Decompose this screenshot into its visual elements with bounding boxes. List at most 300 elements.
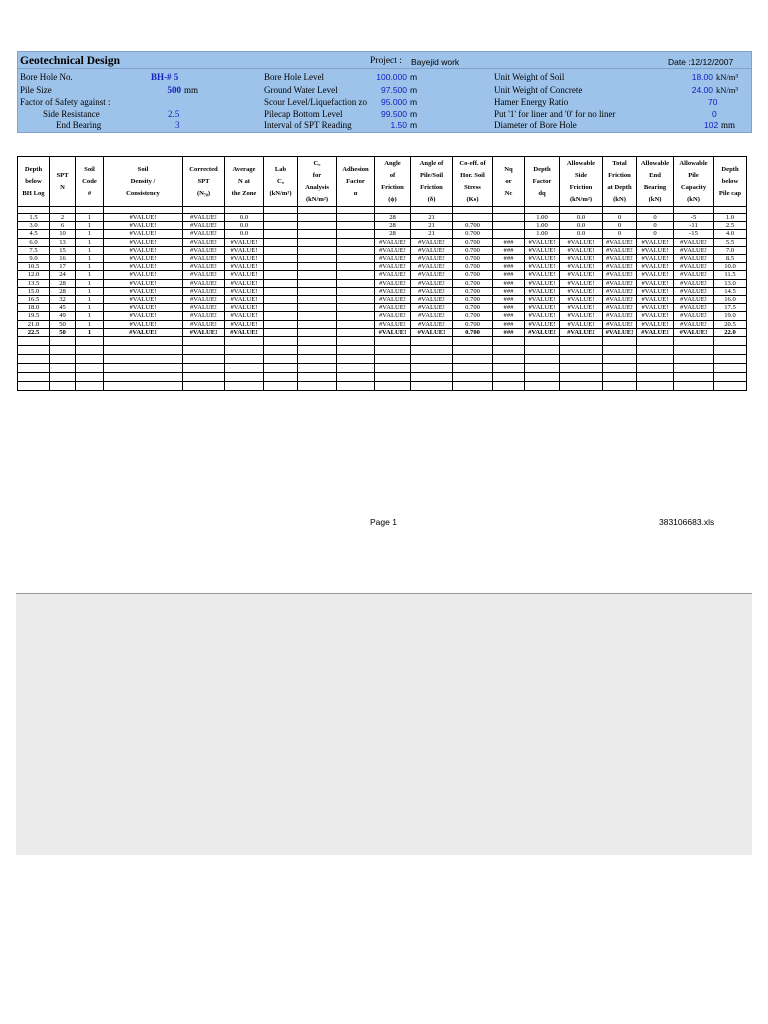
cell-average-n[interactable]: #VALUE! [225, 263, 264, 271]
cell-corrected-spt[interactable]: #VALUE! [183, 320, 225, 328]
cell-soil-density[interactable]: #VALUE! [104, 255, 183, 263]
cell-angle-friction[interactable]: #VALUE! [375, 271, 411, 279]
cell-depth-factor[interactable]: 1.00 [525, 222, 560, 230]
cell-allowable-end-bearing[interactable]: #VALUE! [637, 271, 674, 279]
cell-soil-density[interactable]: #VALUE! [104, 312, 183, 320]
cell-angle-pile-soil[interactable]: 21 [411, 222, 453, 230]
cell-spt-n[interactable]: 28 [50, 287, 76, 295]
cell-adhesion-factor[interactable] [337, 263, 375, 271]
cell-depth-factor[interactable]: #VALUE! [525, 246, 560, 254]
empty-cell[interactable] [493, 355, 525, 364]
cell-allowable-pile-capacity[interactable]: #VALUE! [674, 304, 714, 312]
cell-angle-pile-soil[interactable]: #VALUE! [411, 246, 453, 254]
cell-angle-pile-soil[interactable]: 21 [411, 214, 453, 222]
cell-total-friction[interactable]: #VALUE! [603, 263, 637, 271]
empty-cell[interactable] [560, 337, 603, 346]
cell-depth-factor[interactable]: #VALUE! [525, 263, 560, 271]
cell-corrected-spt[interactable]: #VALUE! [183, 230, 225, 238]
cell-cu-analysis[interactable] [298, 214, 337, 222]
cell-depth-below-bh[interactable]: 10.5 [18, 263, 50, 271]
cell-depth-factor[interactable]: 1.00 [525, 214, 560, 222]
empty-cell[interactable] [560, 373, 603, 382]
cell-nq-nc[interactable] [493, 214, 525, 222]
cell-allowable-side-friction[interactable]: 0.0 [560, 222, 603, 230]
cell-soil-code[interactable]: 1 [76, 230, 104, 238]
cell-allowable-side-friction[interactable]: #VALUE! [560, 279, 603, 287]
cell-allowable-pile-capacity[interactable]: -5 [674, 214, 714, 222]
empty-cell[interactable] [603, 355, 637, 364]
cell-spt-n[interactable]: 13 [50, 238, 76, 246]
cell-spt-n[interactable]: 28 [50, 279, 76, 287]
cell-total-friction[interactable]: #VALUE! [603, 246, 637, 254]
empty-cell[interactable] [714, 337, 747, 346]
cell-ks-coeff[interactable]: 0.700 [453, 304, 493, 312]
empty-cell[interactable] [264, 355, 298, 364]
cell-adhesion-factor[interactable] [337, 214, 375, 222]
cell-ks-coeff[interactable]: 0.700 [453, 238, 493, 246]
cell-angle-friction[interactable]: #VALUE! [375, 263, 411, 271]
empty-cell[interactable] [104, 346, 183, 355]
cell-lab-cu[interactable] [264, 271, 298, 279]
cell-allowable-side-friction[interactable]: #VALUE! [560, 255, 603, 263]
cell-depth-factor[interactable]: #VALUE! [525, 255, 560, 263]
cell-depth-below-pile-cap[interactable]: 14.5 [714, 287, 747, 295]
cell-soil-code[interactable]: 1 [76, 238, 104, 246]
cell-angle-friction[interactable]: 28 [375, 214, 411, 222]
cell-soil-code[interactable]: 1 [76, 255, 104, 263]
cell-soil-density[interactable]: #VALUE! [104, 328, 183, 336]
cell-lab-cu[interactable] [264, 222, 298, 230]
cell-lab-cu[interactable] [264, 238, 298, 246]
cell-ks-coeff[interactable]: 0.700 [453, 296, 493, 304]
cell-total-friction[interactable]: #VALUE! [603, 271, 637, 279]
empty-cell[interactable] [18, 346, 50, 355]
cell-spt-n[interactable]: 32 [50, 296, 76, 304]
empty-cell[interactable] [637, 355, 674, 364]
empty-cell[interactable] [637, 337, 674, 346]
empty-cell[interactable] [493, 337, 525, 346]
cell-ks-coeff[interactable]: 0.700 [453, 230, 493, 238]
cell-soil-code[interactable]: 1 [76, 246, 104, 254]
cell-average-n[interactable]: 0.0 [225, 230, 264, 238]
cell-lab-cu[interactable] [264, 279, 298, 287]
cell-angle-friction[interactable]: #VALUE! [375, 320, 411, 328]
cell-depth-factor[interactable]: #VALUE! [525, 320, 560, 328]
cell-depth-factor[interactable]: #VALUE! [525, 304, 560, 312]
cell-corrected-spt[interactable]: #VALUE! [183, 287, 225, 295]
cell-adhesion-factor[interactable] [337, 304, 375, 312]
cell-lab-cu[interactable] [264, 255, 298, 263]
empty-cell[interactable] [50, 364, 76, 373]
cell-soil-code[interactable]: 1 [76, 271, 104, 279]
cell-nq-nc[interactable]: ### [493, 296, 525, 304]
cell-total-friction[interactable]: #VALUE! [603, 328, 637, 336]
empty-cell[interactable] [603, 337, 637, 346]
empty-cell[interactable] [225, 346, 264, 355]
empty-cell[interactable] [225, 337, 264, 346]
cell-total-friction[interactable]: #VALUE! [603, 304, 637, 312]
cell-allowable-side-friction[interactable]: #VALUE! [560, 312, 603, 320]
cell-allowable-pile-capacity[interactable]: #VALUE! [674, 312, 714, 320]
empty-cell[interactable] [375, 382, 411, 391]
cell-allowable-end-bearing[interactable]: #VALUE! [637, 246, 674, 254]
cell-nq-nc[interactable]: ### [493, 279, 525, 287]
cell-soil-code[interactable]: 1 [76, 320, 104, 328]
cell-ks-coeff[interactable] [453, 214, 493, 222]
cell-corrected-spt[interactable]: #VALUE! [183, 304, 225, 312]
empty-cell[interactable] [50, 337, 76, 346]
cell-angle-friction[interactable]: #VALUE! [375, 312, 411, 320]
cell-soil-density[interactable]: #VALUE! [104, 214, 183, 222]
cell-lab-cu[interactable] [264, 304, 298, 312]
cell-cu-analysis[interactable] [298, 230, 337, 238]
empty-cell[interactable] [411, 382, 453, 391]
cell-depth-below-pile-cap[interactable]: 2.5 [714, 222, 747, 230]
cell-allowable-pile-capacity[interactable]: #VALUE! [674, 287, 714, 295]
cell-soil-code[interactable]: 1 [76, 312, 104, 320]
cell-depth-below-pile-cap[interactable]: 8.5 [714, 255, 747, 263]
cell-average-n[interactable]: #VALUE! [225, 296, 264, 304]
empty-cell[interactable] [18, 382, 50, 391]
empty-cell[interactable] [50, 355, 76, 364]
cell-total-friction[interactable]: #VALUE! [603, 312, 637, 320]
cell-depth-factor[interactable]: #VALUE! [525, 296, 560, 304]
cell-depth-below-bh[interactable]: 7.5 [18, 246, 50, 254]
cell-nq-nc[interactable]: ### [493, 287, 525, 295]
cell-soil-code[interactable]: 1 [76, 287, 104, 295]
cell-cu-analysis[interactable] [298, 222, 337, 230]
empty-cell[interactable] [50, 373, 76, 382]
cell-soil-code[interactable]: 1 [76, 296, 104, 304]
cell-cu-analysis[interactable] [298, 255, 337, 263]
cell-corrected-spt[interactable]: #VALUE! [183, 312, 225, 320]
empty-cell[interactable] [493, 346, 525, 355]
empty-cell[interactable] [411, 364, 453, 373]
cell-angle-pile-soil[interactable]: #VALUE! [411, 304, 453, 312]
cell-soil-code[interactable]: 1 [76, 263, 104, 271]
cell-allowable-side-friction[interactable]: #VALUE! [560, 296, 603, 304]
cell-depth-below-bh[interactable]: 21.0 [18, 320, 50, 328]
cell-allowable-side-friction[interactable]: #VALUE! [560, 263, 603, 271]
cell-angle-pile-soil[interactable]: #VALUE! [411, 263, 453, 271]
cell-soil-code[interactable]: 1 [76, 304, 104, 312]
cell-spt-n[interactable]: 17 [50, 263, 76, 271]
cell-corrected-spt[interactable]: #VALUE! [183, 255, 225, 263]
cell-average-n[interactable]: #VALUE! [225, 246, 264, 254]
cell-spt-n[interactable]: 49 [50, 312, 76, 320]
cell-depth-below-pile-cap[interactable]: 19.0 [714, 312, 747, 320]
cell-depth-factor[interactable]: #VALUE! [525, 287, 560, 295]
cell-lab-cu[interactable] [264, 328, 298, 336]
cell-cu-analysis[interactable] [298, 296, 337, 304]
empty-cell[interactable] [298, 364, 337, 373]
empty-cell[interactable] [714, 355, 747, 364]
cell-adhesion-factor[interactable] [337, 271, 375, 279]
cell-lab-cu[interactable] [264, 287, 298, 295]
cell-corrected-spt[interactable]: #VALUE! [183, 296, 225, 304]
cell-allowable-pile-capacity[interactable]: -15 [674, 230, 714, 238]
cell-corrected-spt[interactable]: #VALUE! [183, 246, 225, 254]
cell-spt-n[interactable]: 10 [50, 230, 76, 238]
cell-nq-nc[interactable]: ### [493, 263, 525, 271]
cell-corrected-spt[interactable]: #VALUE! [183, 271, 225, 279]
cell-adhesion-factor[interactable] [337, 296, 375, 304]
empty-cell[interactable] [714, 382, 747, 391]
empty-cell[interactable] [375, 337, 411, 346]
cell-depth-factor[interactable]: #VALUE! [525, 271, 560, 279]
cell-angle-pile-soil[interactable]: #VALUE! [411, 312, 453, 320]
cell-angle-pile-soil[interactable]: #VALUE! [411, 255, 453, 263]
cell-average-n[interactable]: 0.0 [225, 222, 264, 230]
cell-average-n[interactable]: 0.0 [225, 214, 264, 222]
empty-cell[interactable] [525, 355, 560, 364]
empty-cell[interactable] [264, 373, 298, 382]
cell-cu-analysis[interactable] [298, 263, 337, 271]
cell-ks-coeff[interactable]: 0.700 [453, 271, 493, 279]
cell-allowable-end-bearing[interactable]: 0 [637, 230, 674, 238]
cell-spt-n[interactable]: 16 [50, 255, 76, 263]
empty-cell[interactable] [525, 373, 560, 382]
empty-cell[interactable] [637, 373, 674, 382]
empty-cell[interactable] [714, 346, 747, 355]
cell-depth-below-bh[interactable]: 18.0 [18, 304, 50, 312]
cell-nq-nc[interactable]: ### [493, 312, 525, 320]
empty-cell[interactable] [714, 373, 747, 382]
cell-angle-pile-soil[interactable]: #VALUE! [411, 271, 453, 279]
empty-cell[interactable] [453, 337, 493, 346]
cell-allowable-end-bearing[interactable]: 0 [637, 222, 674, 230]
cell-ks-coeff[interactable]: 0.700 [453, 312, 493, 320]
cell-total-friction[interactable]: 0 [603, 222, 637, 230]
cell-nq-nc[interactable]: ### [493, 271, 525, 279]
cell-ks-coeff[interactable]: 0.700 [453, 328, 493, 336]
cell-depth-below-pile-cap[interactable]: 22.0 [714, 328, 747, 336]
cell-depth-below-pile-cap[interactable]: 5.5 [714, 238, 747, 246]
cell-cu-analysis[interactable] [298, 238, 337, 246]
cell-soil-density[interactable]: #VALUE! [104, 271, 183, 279]
cell-lab-cu[interactable] [264, 312, 298, 320]
empty-cell[interactable] [183, 382, 225, 391]
empty-cell[interactable] [225, 355, 264, 364]
empty-cell[interactable] [603, 364, 637, 373]
cell-angle-friction[interactable]: #VALUE! [375, 238, 411, 246]
cell-adhesion-factor[interactable] [337, 312, 375, 320]
cell-allowable-end-bearing[interactable]: #VALUE! [637, 287, 674, 295]
cell-nq-nc[interactable] [493, 222, 525, 230]
cell-angle-friction[interactable]: #VALUE! [375, 287, 411, 295]
cell-soil-density[interactable]: #VALUE! [104, 287, 183, 295]
empty-cell[interactable] [104, 337, 183, 346]
cell-nq-nc[interactable]: ### [493, 255, 525, 263]
cell-angle-friction[interactable]: 28 [375, 222, 411, 230]
cell-angle-pile-soil[interactable]: #VALUE! [411, 296, 453, 304]
empty-cell[interactable] [674, 355, 714, 364]
cell-adhesion-factor[interactable] [337, 287, 375, 295]
cell-lab-cu[interactable] [264, 230, 298, 238]
cell-spt-n[interactable]: 50 [50, 328, 76, 336]
empty-cell[interactable] [375, 346, 411, 355]
cell-allowable-side-friction[interactable]: #VALUE! [560, 328, 603, 336]
empty-cell[interactable] [375, 355, 411, 364]
cell-soil-density[interactable]: #VALUE! [104, 263, 183, 271]
cell-angle-friction[interactable]: 28 [375, 230, 411, 238]
empty-cell[interactable] [183, 355, 225, 364]
cell-allowable-end-bearing[interactable]: #VALUE! [637, 263, 674, 271]
empty-cell[interactable] [104, 355, 183, 364]
cell-spt-n[interactable]: 24 [50, 271, 76, 279]
empty-cell[interactable] [264, 346, 298, 355]
empty-cell[interactable] [525, 382, 560, 391]
empty-cell[interactable] [453, 382, 493, 391]
empty-cell[interactable] [76, 355, 104, 364]
empty-cell[interactable] [674, 364, 714, 373]
empty-cell[interactable] [637, 382, 674, 391]
cell-cu-analysis[interactable] [298, 246, 337, 254]
cell-cu-analysis[interactable] [298, 328, 337, 336]
empty-cell[interactable] [337, 337, 375, 346]
cell-allowable-pile-capacity[interactable]: #VALUE! [674, 279, 714, 287]
empty-cell[interactable] [18, 364, 50, 373]
cell-average-n[interactable]: #VALUE! [225, 279, 264, 287]
empty-cell[interactable] [453, 346, 493, 355]
cell-depth-below-bh[interactable]: 15.0 [18, 287, 50, 295]
cell-depth-factor[interactable]: #VALUE! [525, 328, 560, 336]
cell-cu-analysis[interactable] [298, 279, 337, 287]
empty-cell[interactable] [493, 364, 525, 373]
empty-cell[interactable] [298, 373, 337, 382]
cell-depth-factor[interactable]: 1.00 [525, 230, 560, 238]
cell-soil-density[interactable]: #VALUE! [104, 222, 183, 230]
cell-ks-coeff[interactable]: 0.700 [453, 255, 493, 263]
empty-cell[interactable] [411, 355, 453, 364]
cell-ks-coeff[interactable]: 0.700 [453, 287, 493, 295]
cell-corrected-spt[interactable]: #VALUE! [183, 238, 225, 246]
empty-cell[interactable] [411, 346, 453, 355]
cell-allowable-side-friction[interactable]: #VALUE! [560, 287, 603, 295]
cell-depth-below-bh[interactable]: 3.0 [18, 222, 50, 230]
empty-cell[interactable] [298, 346, 337, 355]
cell-depth-below-bh[interactable]: 1.5 [18, 214, 50, 222]
empty-cell[interactable] [411, 337, 453, 346]
empty-cell[interactable] [453, 364, 493, 373]
cell-spt-n[interactable]: 45 [50, 304, 76, 312]
cell-cu-analysis[interactable] [298, 320, 337, 328]
cell-angle-friction[interactable]: #VALUE! [375, 328, 411, 336]
empty-cell[interactable] [50, 382, 76, 391]
cell-lab-cu[interactable] [264, 246, 298, 254]
empty-cell[interactable] [104, 382, 183, 391]
empty-cell[interactable] [375, 373, 411, 382]
empty-cell[interactable] [264, 364, 298, 373]
empty-cell[interactable] [603, 346, 637, 355]
cell-depth-below-pile-cap[interactable]: 10.0 [714, 263, 747, 271]
cell-depth-below-bh[interactable]: 9.0 [18, 255, 50, 263]
cell-soil-code[interactable]: 1 [76, 328, 104, 336]
cell-depth-below-pile-cap[interactable]: 17.5 [714, 304, 747, 312]
cell-corrected-spt[interactable]: #VALUE! [183, 263, 225, 271]
empty-cell[interactable] [298, 382, 337, 391]
empty-cell[interactable] [674, 337, 714, 346]
cell-soil-density[interactable]: #VALUE! [104, 320, 183, 328]
cell-depth-below-pile-cap[interactable]: 11.5 [714, 271, 747, 279]
cell-adhesion-factor[interactable] [337, 238, 375, 246]
cell-allowable-side-friction[interactable]: #VALUE! [560, 304, 603, 312]
empty-cell[interactable] [337, 364, 375, 373]
empty-cell[interactable] [603, 373, 637, 382]
cell-lab-cu[interactable] [264, 263, 298, 271]
empty-cell[interactable] [493, 382, 525, 391]
empty-cell[interactable] [225, 364, 264, 373]
cell-depth-factor[interactable]: #VALUE! [525, 279, 560, 287]
cell-lab-cu[interactable] [264, 296, 298, 304]
cell-angle-friction[interactable]: #VALUE! [375, 246, 411, 254]
cell-lab-cu[interactable] [264, 214, 298, 222]
cell-depth-below-bh[interactable]: 6.0 [18, 238, 50, 246]
cell-depth-factor[interactable]: #VALUE! [525, 238, 560, 246]
cell-allowable-pile-capacity[interactable]: #VALUE! [674, 320, 714, 328]
cell-nq-nc[interactable]: ### [493, 328, 525, 336]
cell-angle-friction[interactable]: #VALUE! [375, 296, 411, 304]
cell-adhesion-factor[interactable] [337, 222, 375, 230]
empty-cell[interactable] [674, 346, 714, 355]
cell-adhesion-factor[interactable] [337, 246, 375, 254]
cell-ks-coeff[interactable]: 0.700 [453, 263, 493, 271]
cell-nq-nc[interactable]: ### [493, 304, 525, 312]
cell-allowable-end-bearing[interactable]: #VALUE! [637, 304, 674, 312]
empty-cell[interactable] [76, 364, 104, 373]
cell-allowable-pile-capacity[interactable]: #VALUE! [674, 255, 714, 263]
cell-soil-density[interactable]: #VALUE! [104, 230, 183, 238]
cell-allowable-side-friction[interactable]: 0.0 [560, 230, 603, 238]
cell-soil-code[interactable]: 1 [76, 222, 104, 230]
empty-cell[interactable] [18, 337, 50, 346]
cell-depth-factor[interactable]: #VALUE! [525, 312, 560, 320]
cell-allowable-end-bearing[interactable]: #VALUE! [637, 255, 674, 263]
cell-ks-coeff[interactable]: 0.700 [453, 222, 493, 230]
empty-cell[interactable] [560, 346, 603, 355]
empty-cell[interactable] [560, 355, 603, 364]
cell-depth-below-pile-cap[interactable]: 4.0 [714, 230, 747, 238]
cell-depth-below-pile-cap[interactable]: 7.0 [714, 246, 747, 254]
cell-average-n[interactable]: #VALUE! [225, 238, 264, 246]
cell-soil-density[interactable]: #VALUE! [104, 296, 183, 304]
empty-cell[interactable] [264, 337, 298, 346]
cell-average-n[interactable]: #VALUE! [225, 255, 264, 263]
empty-cell[interactable] [183, 337, 225, 346]
cell-soil-density[interactable]: #VALUE! [104, 238, 183, 246]
cell-allowable-pile-capacity[interactable]: #VALUE! [674, 271, 714, 279]
cell-corrected-spt[interactable]: #VALUE! [183, 328, 225, 336]
empty-cell[interactable] [714, 364, 747, 373]
cell-allowable-pile-capacity[interactable]: #VALUE! [674, 246, 714, 254]
empty-cell[interactable] [560, 382, 603, 391]
cell-depth-below-bh[interactable]: 13.5 [18, 279, 50, 287]
cell-spt-n[interactable]: 6 [50, 222, 76, 230]
cell-angle-pile-soil[interactable]: #VALUE! [411, 328, 453, 336]
empty-cell[interactable] [525, 337, 560, 346]
cell-nq-nc[interactable]: ### [493, 238, 525, 246]
empty-cell[interactable] [183, 346, 225, 355]
cell-total-friction[interactable]: #VALUE! [603, 255, 637, 263]
empty-cell[interactable] [18, 355, 50, 364]
empty-cell[interactable] [76, 337, 104, 346]
cell-depth-below-pile-cap[interactable]: 16.0 [714, 296, 747, 304]
empty-cell[interactable] [493, 373, 525, 382]
cell-allowable-side-friction[interactable]: #VALUE! [560, 320, 603, 328]
empty-cell[interactable] [337, 355, 375, 364]
cell-allowable-end-bearing[interactable]: #VALUE! [637, 279, 674, 287]
cell-spt-n[interactable]: 2 [50, 214, 76, 222]
